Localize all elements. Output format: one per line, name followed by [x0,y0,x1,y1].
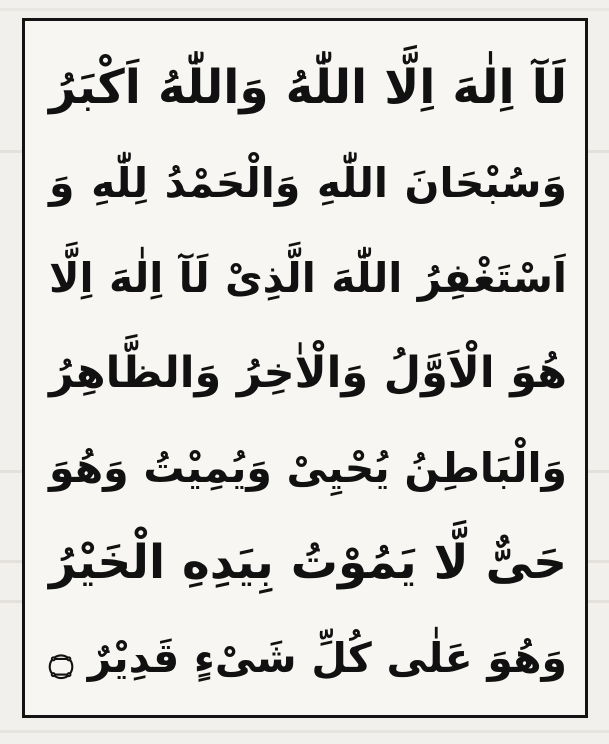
text-line-5: وَالْبَاطِنُ يُحْيِىْ وَيُمِيْتُ وَهُوَ [49,444,567,492]
arabic-text-block [49,51,567,695]
text-box-frame [22,18,588,718]
text-line-4: هُوَ الْاَوَّلُ وَالْاٰخِرُ وَالظَّاهِرُ [49,348,567,398]
text-line-3: اَسْتَغْفِرُ اللّٰهَ الَّذِىْ لَآ اِلٰهَ اِلَّا [49,254,567,302]
text-line-7: وَهُوَ عَلٰى كُلِّ شَىْءٍ قَدِيْرٌ ۝ [49,634,567,682]
text-line-6: حَىٌّ لَّا يَمُوْتُ بِيَدِهِ الْخَيْرُ [49,535,567,590]
text-line-1: لَآ اِلٰهَ اِلَّا اللّٰهُ وَاللّٰهُ اَكْبَرُ [49,60,567,115]
text-line-2: وَسُبْحَانَ اللّٰهِ وَالْحَمْدُ لِلّٰهِ وَ [49,159,567,207]
show-through-mark-top [0,8,609,11]
show-through-mark-bottom [0,730,609,733]
